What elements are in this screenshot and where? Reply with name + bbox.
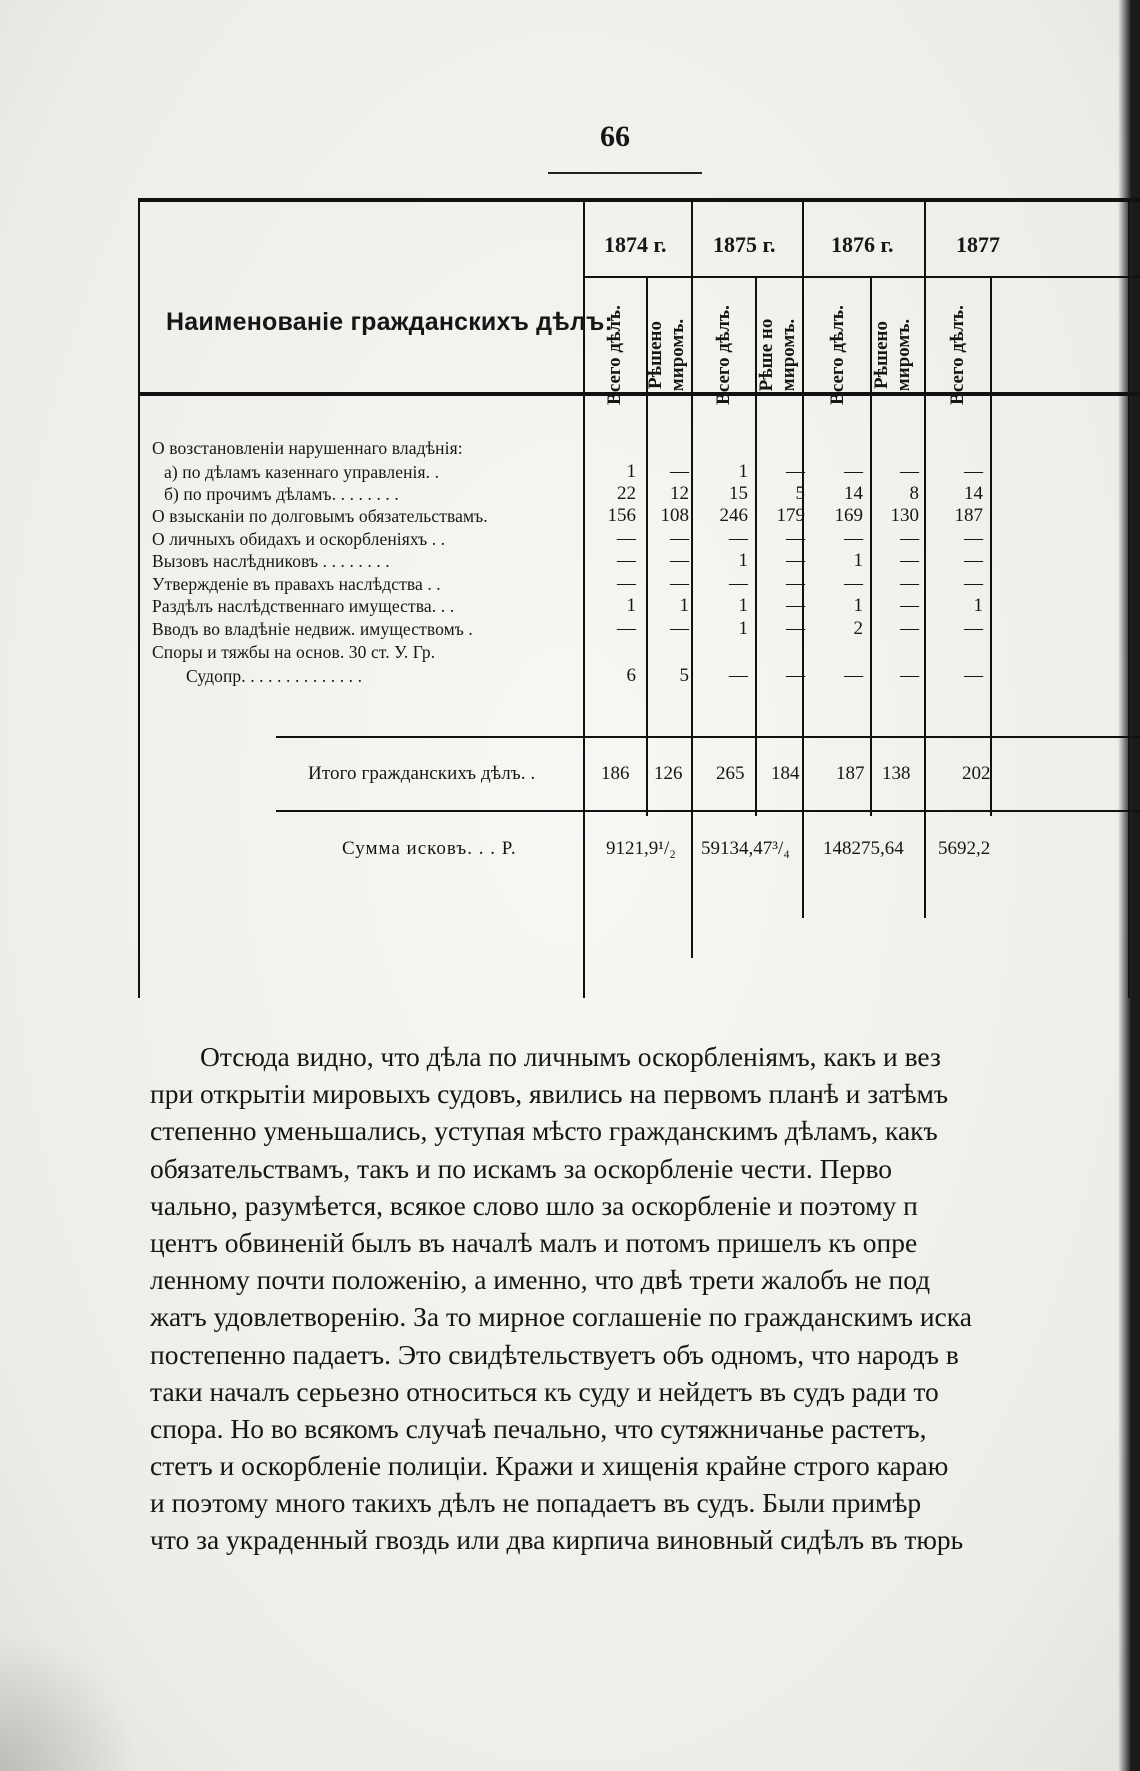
table-cell: 1	[738, 550, 748, 571]
table-cell: 1	[738, 618, 748, 639]
table-cell: —	[729, 665, 748, 686]
paragraph-line: степенно уменьшались, уступая мѣсто гражданскимъ дѣламъ, какъ	[150, 1115, 938, 1147]
table-cell: 1	[626, 461, 636, 482]
year-1876: 1876 г.	[831, 232, 894, 257]
table-cell: —	[617, 528, 636, 549]
table-header-title: Наименованіе гражданскихъ дѣлъ:	[166, 308, 614, 336]
table-cell: —	[786, 573, 805, 594]
table-cell: 179	[776, 505, 805, 526]
table-cell: 108	[660, 505, 689, 526]
table-cell: —	[900, 461, 919, 482]
table-cell: 14	[964, 483, 983, 504]
page-number: 66	[600, 120, 630, 153]
row-label: О личныхъ обидахъ и оскорбленіяхъ . .	[152, 529, 446, 549]
table-cell: —	[670, 573, 689, 594]
row-label: О возстановленіи нарушеннаго владѣнія:	[152, 438, 463, 458]
year-1874: 1874 г.	[604, 232, 667, 257]
sum-top-rule	[276, 810, 1140, 812]
table-cell: —	[729, 528, 748, 549]
table-cell: —	[786, 595, 805, 616]
paragraph-line: и поэтому много такихъ дѣлъ не попадаетъ въ судъ. Были примѣр	[150, 1487, 922, 1519]
table-cell: 14	[844, 483, 863, 504]
row-label: Вводъ во владѣніе недвиж. имуществомъ .	[152, 619, 473, 639]
total-cell: 186	[601, 763, 630, 784]
table-cell: 1	[973, 595, 983, 616]
paragraph-line: чально, разумѣется, всякое слово шло за оскорбленіе и поэтому п	[150, 1189, 918, 1221]
table-cell: 246	[719, 505, 748, 526]
subheader-resolved: Рѣшено миромъ.	[871, 318, 914, 392]
table-cell: —	[670, 461, 689, 482]
paragraph-line: таки началъ серьезно относиться къ суду и нейдетъ въ судъ ради то	[150, 1375, 939, 1407]
table-cell: —	[844, 461, 863, 482]
table-cell: 5	[679, 665, 689, 686]
table-cell: 1	[853, 595, 863, 616]
table-cell: —	[964, 461, 983, 482]
table-cell: —	[964, 618, 983, 639]
table-cell: 5	[795, 483, 805, 504]
table-cell: 8	[909, 483, 919, 504]
paragraph-line: постепенно падаетъ. Это свидѣтельствуетъ объ одномъ, что народъ в	[150, 1338, 959, 1370]
table-cell: —	[900, 595, 919, 616]
table-cell: 1	[738, 461, 748, 482]
total-cell: 187	[836, 763, 865, 784]
table-cell: 187	[954, 505, 983, 526]
paragraph-line: жатъ удовлетворенію. За то мирное соглашеніе по гражданскимъ иска	[150, 1301, 972, 1333]
table-cell: —	[900, 573, 919, 594]
table-cell: —	[670, 550, 689, 571]
row-label: О взысканіи по долговымъ обязательствамъ.	[152, 506, 488, 526]
subheader-resolved: Рѣше но миромъ.	[756, 318, 799, 392]
total-cell: 126	[654, 763, 683, 784]
table-cell: —	[964, 550, 983, 571]
subheader-total: Всего дѣлъ.	[604, 305, 625, 405]
table-cell: 15	[729, 483, 748, 504]
total-cell: 184	[771, 763, 800, 784]
paragraph-line: при открытіи мировыхъ судовъ, явились на первомъ планѣ и затѣмъ	[150, 1078, 949, 1110]
table-cell: 1	[626, 595, 636, 616]
table-cell: —	[670, 618, 689, 639]
total-top-rule	[276, 736, 1140, 738]
sum-1877: 5692,2	[938, 838, 991, 859]
page-corner-shade	[0, 1631, 140, 1771]
table-cell: 22	[617, 483, 636, 504]
body-paragraph	[150, 1038, 1140, 1559]
table-cell: —	[786, 528, 805, 549]
table-cell: 1	[679, 595, 689, 616]
sum-label: Сумма исковъ. . . Р.	[342, 838, 517, 859]
subheader-total: Всего дѣлъ.	[827, 305, 848, 405]
row-label: Споры и тяжбы на основ. 30 ст. У. Гр.	[152, 642, 436, 662]
row-label: а) по дѣламъ казеннаго управленія. .	[164, 462, 440, 482]
row-label: Раздѣлъ наслѣдственнаго имущества. . .	[152, 596, 455, 616]
row-label: Судопр. . . . . . . . . . . . . .	[186, 666, 363, 686]
year-header-rule	[585, 276, 1140, 278]
table-cell: 169	[834, 505, 863, 526]
subheader-total: Всего дѣлъ.	[947, 305, 968, 405]
table-cell: —	[786, 665, 805, 686]
table-top-rule	[138, 198, 1140, 202]
table-cell: —	[844, 528, 863, 549]
table-cell: —	[900, 665, 919, 686]
table-cell: 12	[670, 483, 689, 504]
row-label: Вызовъ наслѣдниковъ . . . . . . . .	[152, 551, 390, 571]
table-cell: —	[617, 550, 636, 571]
table-cell: —	[617, 618, 636, 639]
table-cell: 130	[890, 505, 919, 526]
sum-1876: 148275,64	[823, 838, 904, 859]
row-label: Утвержденіе въ правахъ наслѣдства . .	[152, 574, 441, 594]
table-cell: 1	[853, 550, 863, 571]
total-label: Итого гражданскихъ дѣлъ. .	[308, 763, 536, 784]
paragraph-line: стетъ и оскорбленіе полиціи. Кражи и хищенія крайне строго караю	[150, 1450, 949, 1482]
table-cell: —	[964, 665, 983, 686]
table-cell: —	[844, 573, 863, 594]
paragraph-line: ленному почти положенію, а именно, что двѣ трети жалобъ не под	[150, 1264, 931, 1296]
year-1877: 1877	[956, 232, 1000, 257]
table-cell: —	[900, 550, 919, 571]
total-cell: 265	[716, 763, 745, 784]
paragraph-line: обязательствамъ, такъ и по искамъ за оскорбленіе чести. Перво	[150, 1152, 892, 1184]
table-cell: —	[900, 528, 919, 549]
col-rule-6	[924, 198, 926, 918]
paragraph-line: что за украденный гвоздь или два кирпича виновный сидѣлъ въ тюрь	[150, 1524, 964, 1556]
table-cell: 1	[738, 595, 748, 616]
sum-1875: 59134,47³/₄	[701, 838, 790, 859]
table-cell: —	[670, 528, 689, 549]
subheader-total: Всего дѣлъ.	[713, 305, 734, 405]
table-cell: —	[617, 573, 636, 594]
table-cell: —	[729, 573, 748, 594]
total-cell: 202	[962, 763, 991, 784]
table-left-rule	[138, 198, 140, 998]
table-cell: —	[844, 665, 863, 686]
table-cell: —	[900, 618, 919, 639]
sum-1874: 9121,9¹/₂	[606, 838, 676, 859]
table-cell: —	[964, 528, 983, 549]
table-cell: —	[786, 618, 805, 639]
total-cell: 138	[882, 763, 911, 784]
paragraph-line: Отсюда видно, что дѣла по личнымъ оскорбленіямъ, какъ и вез	[200, 1041, 941, 1072]
row-label: б) по прочимъ дѣламъ. . . . . . . .	[164, 484, 399, 504]
year-1875: 1875 г.	[713, 232, 776, 257]
statistics-table	[138, 198, 1140, 998]
col-rule-8	[1128, 198, 1130, 998]
table-cell: —	[964, 573, 983, 594]
table-cell: 6	[626, 665, 636, 686]
table-cell: —	[786, 550, 805, 571]
page-number-rule	[548, 172, 702, 174]
col-rule-7	[990, 276, 992, 816]
paragraph-line: центъ обвиненій былъ въ началѣ малъ и потомъ пришелъ къ опре	[150, 1226, 918, 1258]
subheader-resolved: Рѣшено миромъ.	[645, 318, 688, 392]
paragraph-line: спора. Но во всякомъ случаѣ печально, что сутяжничанье растетъ,	[150, 1412, 927, 1444]
table-cell: 2	[853, 618, 863, 639]
table-cell: —	[786, 461, 805, 482]
table-cell: 156	[607, 505, 636, 526]
